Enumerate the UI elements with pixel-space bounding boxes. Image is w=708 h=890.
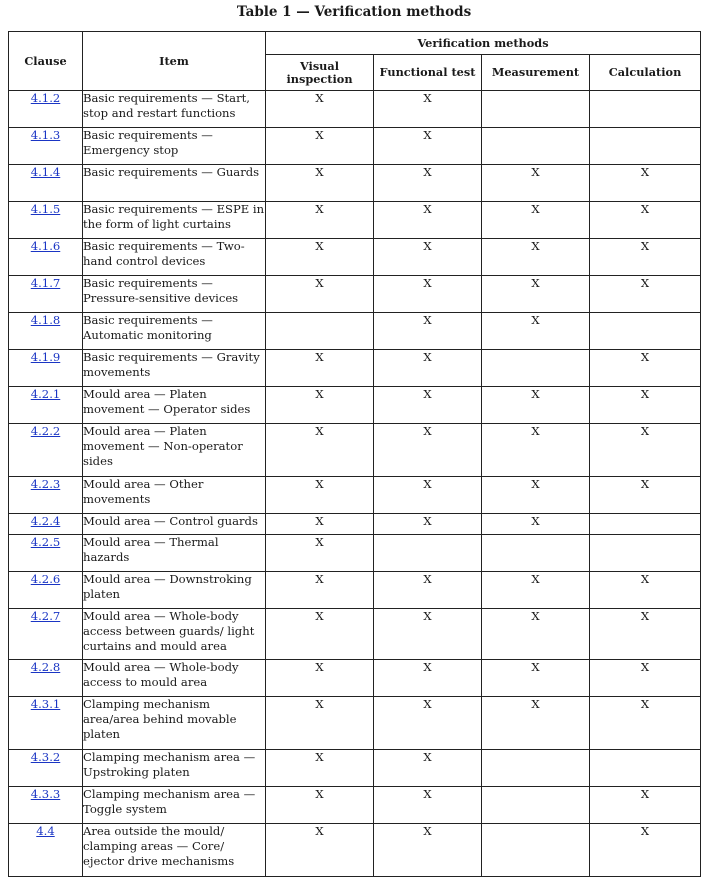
table-row [9, 572, 701, 609]
table-caption: Table 1 — Verification methods [236, 4, 472, 20]
method-mark-cell: X [374, 609, 482, 660]
method-mark-cell: X [482, 697, 590, 750]
method-mark-cell: X [482, 239, 590, 276]
functional-test-header: Functional test [374, 55, 482, 91]
method-mark-cell: X [266, 787, 374, 824]
method-mark-cell: X [266, 91, 374, 128]
method-mark-cell: X [266, 697, 374, 750]
clause-cell [9, 202, 83, 239]
clause-cell [9, 660, 83, 697]
method-mark-cell: X [266, 165, 374, 202]
method-mark-cell: X [590, 477, 701, 514]
method-mark-cell [482, 128, 590, 165]
item-cell: Basic requirements — Pressure-sensitive devices [83, 276, 266, 313]
clause-link[interactable]: 4.1.9 [30, 350, 61, 364]
table-row [9, 514, 701, 535]
method-mark-cell [590, 313, 701, 350]
item-cell: Mould area — Thermal hazards [83, 535, 266, 572]
clause-cell [9, 350, 83, 387]
table-row [9, 750, 701, 787]
method-mark-cell: X [482, 660, 590, 697]
method-mark-cell: X [482, 202, 590, 239]
method-mark-cell: X [482, 165, 590, 202]
measurement-header: Measurement [482, 55, 590, 91]
clause-cell [9, 91, 83, 128]
method-mark-cell: X [590, 165, 701, 202]
method-mark-cell: X [266, 239, 374, 276]
method-mark-cell: X [266, 424, 374, 477]
method-mark-cell: X [590, 787, 701, 824]
method-mark-cell: X [266, 202, 374, 239]
method-mark-cell [482, 350, 590, 387]
item-header: Item [83, 32, 266, 91]
method-mark-cell [266, 313, 374, 350]
item-cell: Mould area — Control guards [83, 514, 266, 535]
item-cell: Clamping mechanism area/area behind movable platen [83, 697, 266, 750]
method-mark-cell: X [590, 697, 701, 750]
table-row [9, 424, 701, 477]
method-mark-cell: X [374, 91, 482, 128]
table-row [9, 535, 701, 572]
method-mark-cell: X [374, 276, 482, 313]
clause-link[interactable]: 4.2.8 [30, 660, 61, 674]
table-row [9, 609, 701, 660]
item-cell: Clamping mechanism area — Toggle system [83, 787, 266, 824]
item-cell: Mould area — Whole-body access to mould area [83, 660, 266, 697]
item-cell: Basic requirements — Automatic monitoring [83, 313, 266, 350]
item-cell: Area outside the mould/ clamping areas — Core/ ejector drive mechanisms [83, 824, 266, 877]
table-row [9, 165, 701, 202]
method-mark-cell: X [266, 128, 374, 165]
method-mark-cell [590, 128, 701, 165]
method-mark-cell: X [266, 535, 374, 572]
method-mark-cell [590, 750, 701, 787]
method-mark-cell [590, 535, 701, 572]
calculation-header: Calculation [590, 55, 701, 91]
table-row [9, 350, 701, 387]
table-row [9, 787, 701, 824]
clause-cell [9, 276, 83, 313]
clause-cell [9, 239, 83, 276]
item-cell: Mould area — Other movements [83, 477, 266, 514]
method-mark-cell: X [374, 660, 482, 697]
method-mark-cell: X [266, 514, 374, 535]
method-mark-cell: X [590, 350, 701, 387]
clause-link[interactable]: 4.1.4 [30, 165, 61, 179]
method-mark-cell [374, 535, 482, 572]
table-row [9, 276, 701, 313]
table-row [9, 91, 701, 128]
method-mark-cell: X [374, 572, 482, 609]
clause-link[interactable]: 4.2.7 [30, 609, 61, 623]
clause-cell [9, 535, 83, 572]
clause-cell [9, 697, 83, 750]
clause-cell [9, 313, 83, 350]
visual-inspection-header: Visual inspection [266, 55, 374, 91]
item-cell: Mould area — Downstroking platen [83, 572, 266, 609]
method-mark-cell: X [374, 202, 482, 239]
method-mark-cell: X [266, 660, 374, 697]
clause-link[interactable]: 4.4 [36, 824, 55, 838]
clause-cell [9, 787, 83, 824]
verification-methods-table [8, 31, 701, 877]
method-mark-cell [482, 787, 590, 824]
clause-cell [9, 424, 83, 477]
method-mark-cell: X [374, 350, 482, 387]
table-row [9, 239, 701, 276]
method-mark-cell: X [266, 824, 374, 877]
method-mark-cell [482, 91, 590, 128]
item-cell: Basic requirements — Gravity movements [83, 350, 266, 387]
method-mark-cell: X [590, 572, 701, 609]
clause-cell [9, 824, 83, 877]
method-mark-cell: X [482, 313, 590, 350]
item-cell: Mould area — Platen movement — Non-operator sides [83, 424, 266, 477]
clause-link[interactable]: 4.1.6 [30, 239, 61, 253]
method-mark-cell: X [482, 609, 590, 660]
clause-link[interactable]: 4.1.5 [30, 202, 61, 216]
method-mark-cell: X [482, 424, 590, 477]
method-mark-cell: X [590, 387, 701, 424]
method-mark-cell: X [590, 276, 701, 313]
clause-link[interactable]: 4.2.4 [30, 514, 61, 528]
table-row [9, 824, 701, 877]
item-cell: Basic requirements — Emergency stop [83, 128, 266, 165]
clause-cell [9, 514, 83, 535]
method-mark-cell: X [266, 609, 374, 660]
method-mark-cell: X [374, 787, 482, 824]
method-mark-cell: X [266, 276, 374, 313]
clause-link[interactable]: 4.2.1 [30, 387, 61, 401]
method-mark-cell: X [374, 313, 482, 350]
method-mark-cell: X [266, 572, 374, 609]
clause-link[interactable]: 4.2.6 [30, 572, 61, 586]
method-mark-cell: X [266, 750, 374, 787]
clause-link[interactable]: 4.3.3 [30, 787, 61, 801]
clause-link[interactable]: 4.2.5 [30, 535, 61, 549]
clause-cell [9, 609, 83, 660]
clause-cell [9, 387, 83, 424]
method-mark-cell: X [374, 387, 482, 424]
item-cell: Basic requirements — Two-hand control devices [83, 239, 266, 276]
clause-cell [9, 477, 83, 514]
method-mark-cell: X [482, 387, 590, 424]
method-mark-cell: X [374, 750, 482, 787]
method-mark-cell: X [482, 477, 590, 514]
clause-cell [9, 165, 83, 202]
verification-methods-group-header: Verification methods [266, 32, 701, 55]
item-cell: Mould area — Whole-body access between guards/ light curtains and mould area [83, 609, 266, 660]
item-cell: Mould area — Platen movement — Operator sides [83, 387, 266, 424]
method-mark-cell [590, 514, 701, 535]
clause-link[interactable]: 4.1.8 [30, 313, 61, 327]
method-mark-cell: X [374, 824, 482, 877]
method-mark-cell [482, 750, 590, 787]
method-mark-cell: X [590, 202, 701, 239]
method-mark-cell: X [266, 350, 374, 387]
clause-cell [9, 572, 83, 609]
method-mark-cell [482, 824, 590, 877]
method-mark-cell: X [590, 609, 701, 660]
item-cell: Basic requirements — Start, stop and restart functions [83, 91, 266, 128]
method-mark-cell [482, 535, 590, 572]
clause-link[interactable]: 4.3.2 [30, 750, 61, 764]
method-mark-cell: X [482, 514, 590, 535]
method-mark-cell: X [374, 477, 482, 514]
method-mark-cell: X [266, 477, 374, 514]
method-mark-cell: X [590, 660, 701, 697]
table-row [9, 477, 701, 514]
clause-cell [9, 128, 83, 165]
method-mark-cell: X [590, 824, 701, 877]
clause-link[interactable]: 4.1.2 [30, 91, 61, 105]
method-mark-cell: X [374, 514, 482, 535]
clause-link[interactable]: 4.2.3 [30, 477, 61, 491]
method-mark-cell: X [266, 387, 374, 424]
table-row [9, 387, 701, 424]
method-mark-cell: X [374, 424, 482, 477]
method-mark-cell: X [374, 128, 482, 165]
method-mark-cell: X [590, 239, 701, 276]
table-row [9, 697, 701, 750]
method-mark-cell: X [482, 276, 590, 313]
method-mark-cell: X [590, 424, 701, 477]
item-cell: Clamping mechanism area — Upstroking platen [83, 750, 266, 787]
table-row [9, 202, 701, 239]
clause-link[interactable]: 4.1.7 [30, 276, 61, 290]
method-mark-cell: X [482, 572, 590, 609]
clause-link[interactable]: 4.2.2 [30, 424, 61, 438]
clause-link[interactable]: 4.1.3 [30, 128, 61, 142]
clause-header: Clause [9, 32, 83, 91]
table-row [9, 128, 701, 165]
table-row [9, 313, 701, 350]
method-mark-cell: X [374, 165, 482, 202]
clause-link[interactable]: 4.3.1 [30, 697, 61, 711]
table-body [9, 91, 701, 877]
item-cell: Basic requirements — ESPE in the form of light curtains [83, 202, 266, 239]
method-mark-cell: X [374, 239, 482, 276]
method-mark-cell: X [374, 697, 482, 750]
item-cell: Basic requirements — Guards [83, 165, 266, 202]
method-mark-cell [590, 91, 701, 128]
clause-cell [9, 750, 83, 787]
table-row [9, 660, 701, 697]
